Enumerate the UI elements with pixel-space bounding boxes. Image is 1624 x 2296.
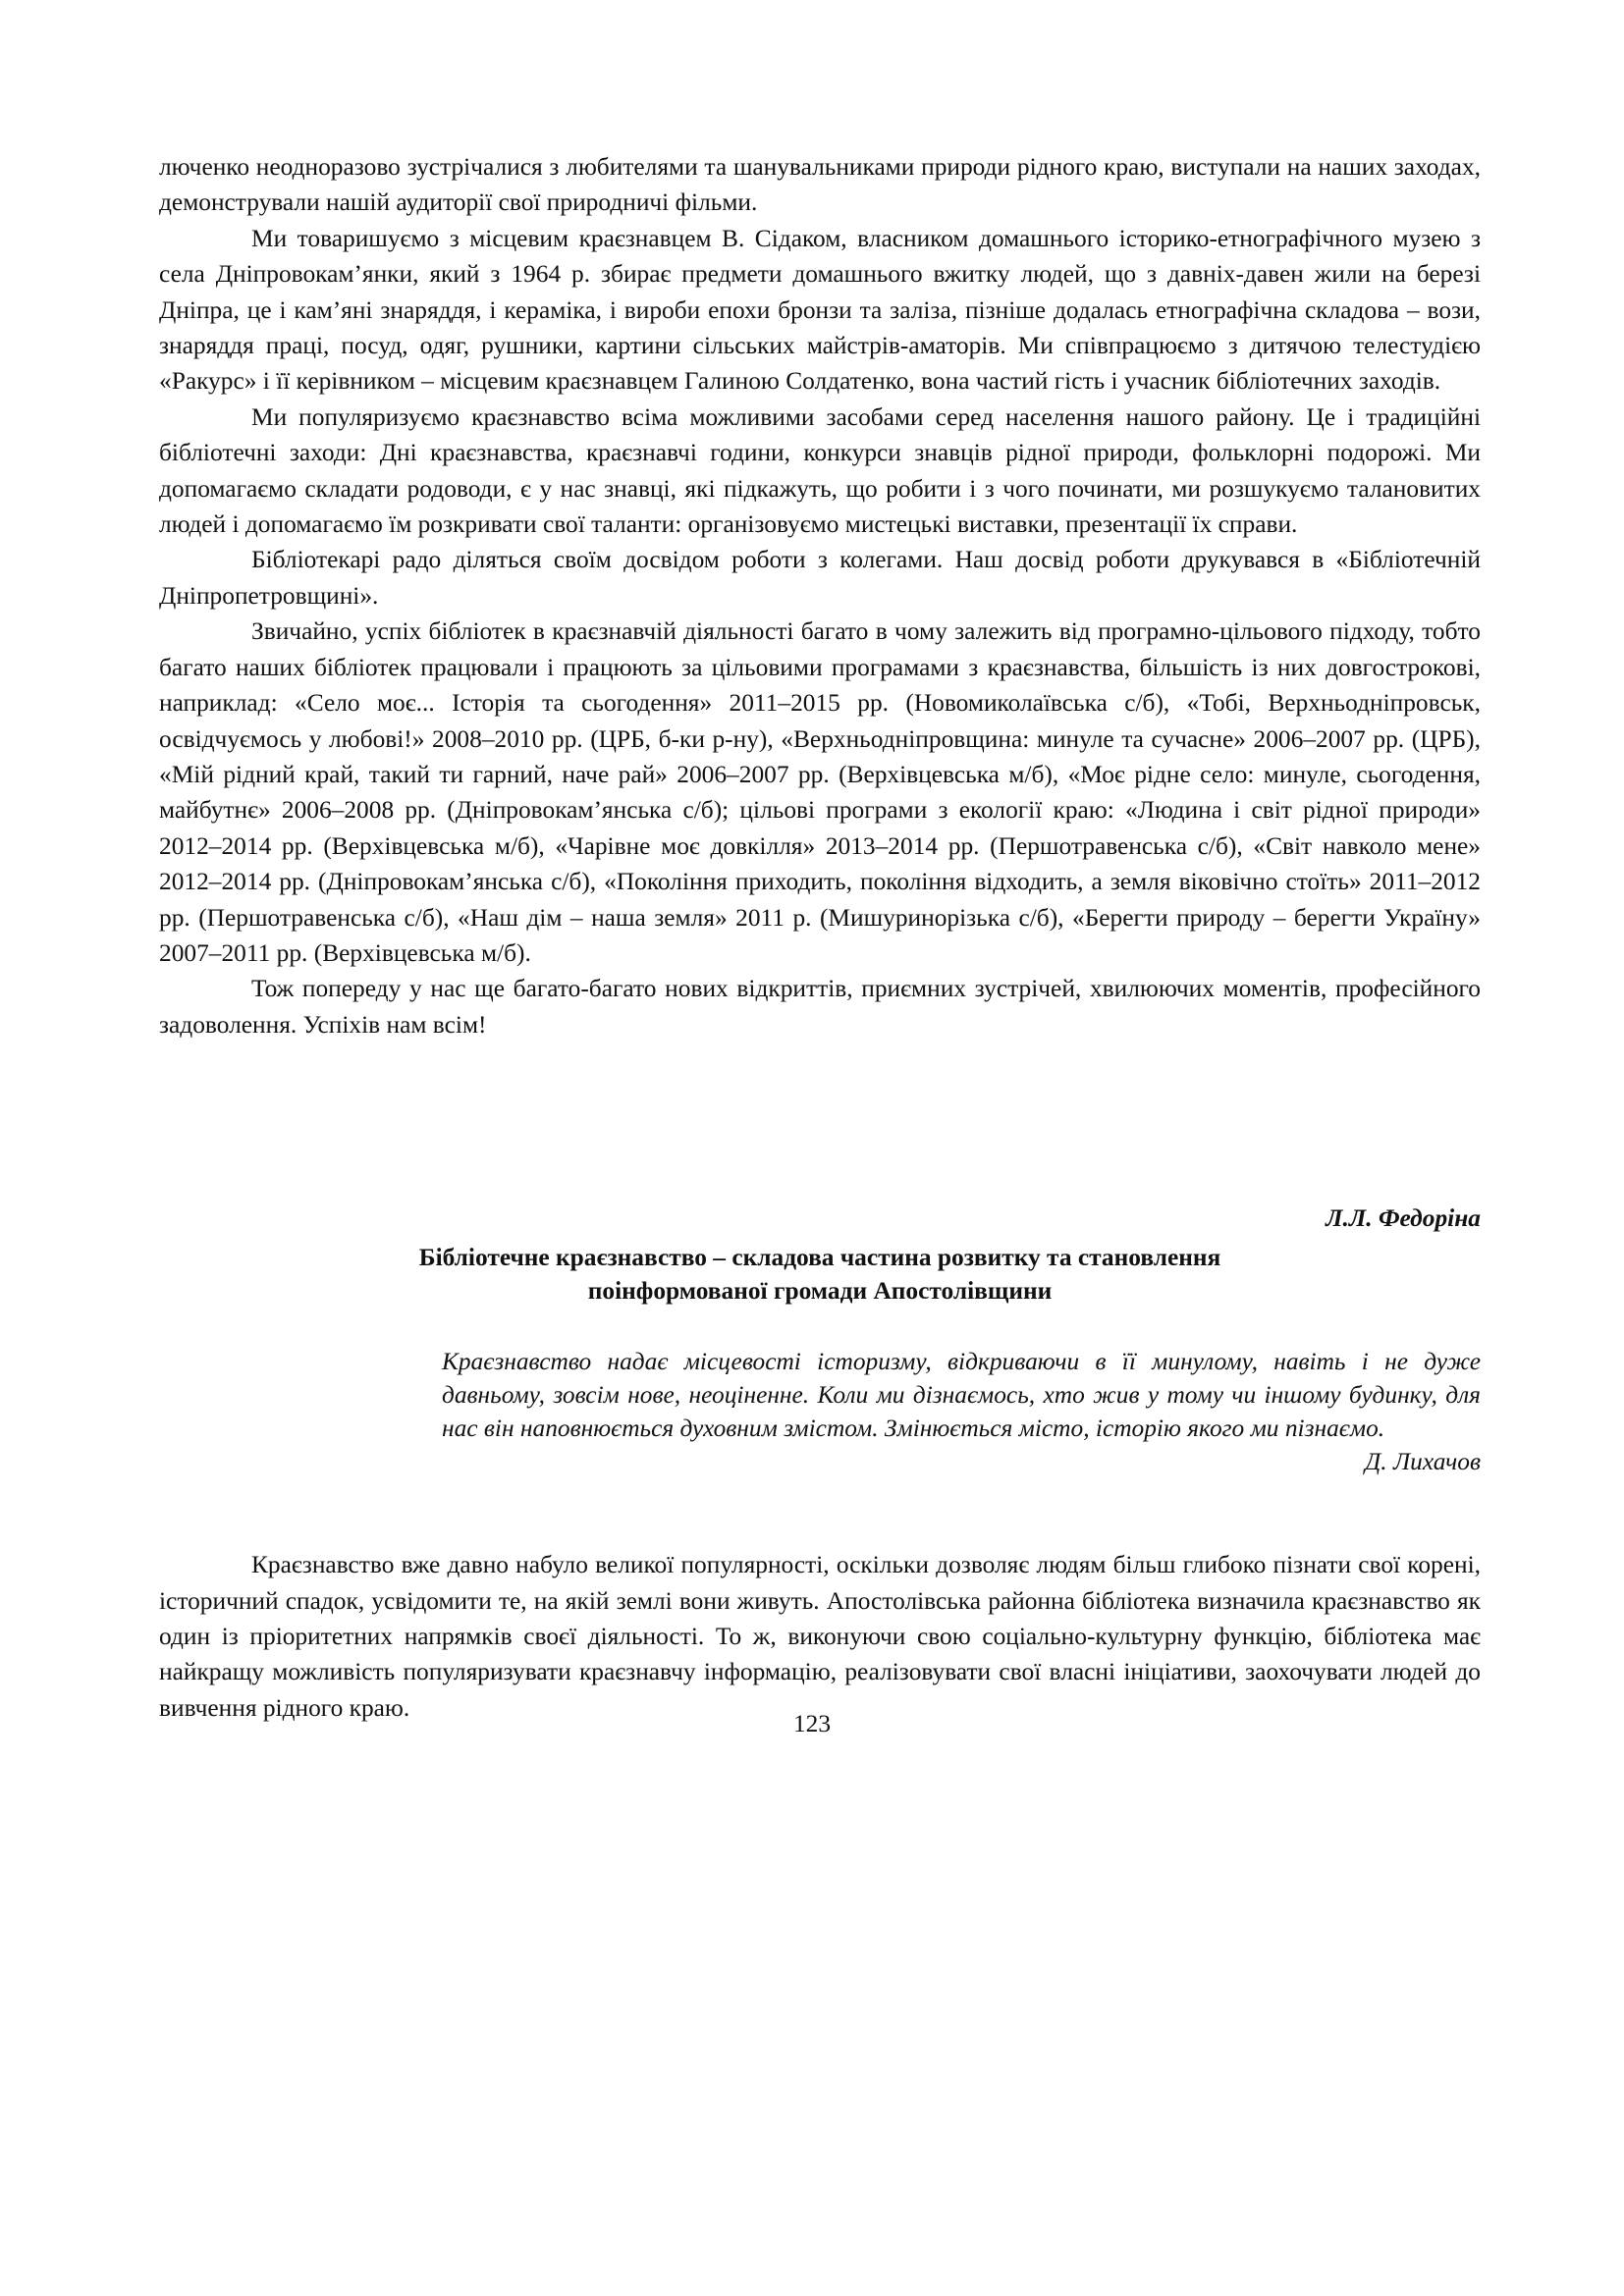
body-paragraph-1: люченко неодноразово зустрічалися з любителями та шанувальниками природи рідного краю, виступали на наших заходах, демонстрували нашій аудиторії свої природничі фільми. — [159, 153, 1481, 217]
body-paragraph-2: Ми товаришуємо з місцевим краєзнавцем В. Сідаком, власником домашнього історико-етнографічного музею з села Дніпровокам’янки, який з 1964 р. збирає предмети домашнього вжитку людей, що з давніх-давен жили на березі Дніпра, це і кам’яні знаряддя, і кераміка, і вироби епохи бронзи та заліза, пізніше додалась етнографічна складова – вози, знаряддя праці, посуд, одяг, рушники, картини сільських майстрів-аматорів. Ми співпрацюємо з дитячою телестудією «Ракурс» і її керівником – місцевим краєзнавцем Галиною Солдатенко, вона частий гість і учасник бібліотечних заходів. — [159, 224, 1481, 396]
epigraph-author: Д. Лихачов — [1365, 1448, 1481, 1476]
page-number: 123 — [792, 1710, 832, 1737]
article-header — [159, 1201, 1481, 1308]
epigraph-text: Краєзнавство надає місцевості історизму, відкриваючи в її минулому, навіть і не дуже давньому, зовсім нове, неоціненне. Коли ми дізнаємось, хто жив у тому чи іншому будинку, для нас він наповнюється духовним змістом. Змінюється місто, історію якого ми пізнаємо. — [442, 1348, 1481, 1443]
body-paragraph-3: Ми популяризуємо краєзнавство всіма можливими засобами серед населення нашого району. Це і традиційні бібліотечні заходи: Дні краєзнавства, краєзнавчі години, конкурси знавців рідної природи, фольклорні подорожі. Ми допомагаємо складати родоводи, є у нас знавці, які підкажуть, що робити і з чого починати, ми розшукуємо талановитих людей і допомагаємо їм розкривати свої таланти: організовуємо мистецькі виставки, презентації їх справи. — [159, 402, 1481, 539]
article-author: Л.Л. Федоріна — [1326, 1204, 1481, 1233]
body-paragraph-4: Бібліотекарі радо діляться своїм досвідом роботи з колегами. Наш досвід роботи друкувався в «Бібліотечній Дніпропетровщині». — [159, 546, 1481, 610]
article-title-line-2: поінформованої громади Апостолівщини — [587, 1277, 1053, 1306]
epigraph-block — [159, 1345, 1481, 1478]
body-paragraph-6: Тож попереду у нас ще багато-багато нових відкриттів, приємних зустрічей, хвилюючих моментів, професійного задоволення. Успіхів нам всім! — [159, 975, 1481, 1039]
page-content — [159, 149, 1481, 1726]
article-title — [159, 1241, 1481, 1308]
article-title-line-1: Бібліотечне краєзнавство – складова частина розвитку та становлення — [418, 1244, 1221, 1272]
body-paragraph-5: Звичайно, успіх бібліотек в краєзнавчій діяльності багато в чому залежить від програмно-цільового підходу, тобто багато наших бібліотек працювали і працюють за цільовими програмами з краєзнавства, більшість із них довгострокові, наприклад: «Село моє... Історія та сьогодення» 2011–2015 рр. (Новомиколаївська с/б), «Тобі, Верхньодніпровськ, освідчуємось у любові!» 2008–2010 рр. (ЦРБ, б-ки р-ну), «Верхньодніпровщина: минуле та сучасне» 2006–2007 рр. (ЦРБ), «Мій рідний край, такий ти гарний, наче рай» 2006–2007 рр. (Верхівцевська м/б), «Моє рідне село: минуле, сьогодення, майбутнє» 2006–2008 рр. (Дніпровокам’янська с/б); цільові програми з екології краю: «Людина і світ рідної природи» 2012–2014 рр. (Верхівцевська м/б), «Чарівне моє довкілля» 2013–2014 рр. (Першотравенська с/б), «Світ навколо мене» 2012–2014 рр. (Дніпровокам’янська с/б), «Покоління приходить, покоління відходить, а земля віковічно стоїть» 2011–2012 рр. (Першотравенська с/б), «Наш дім – наша земля» 2011 р. (Мишуринорізька с/б), «Берегти природу – берегти Україну» 2007–2011 рр. (Верхівцевська м/б). — [159, 617, 1481, 967]
article-paragraph-1: Краєзнавство вже давно набуло великої популярності, оскільки дозволяє людям більш глибоко пізнати свої корені, історичний спадок, усвідомити те, на якій землі вони живуть. Апостолівська районна бібліотека визначила краєзнавство як один із пріоритетних напрямків своєї діяльності. То ж, виконуючи свою соціально-культурну функцію, бібліотека має найкращу можливість популяризувати краєзнавчу інформацію, реалізовувати свої власні ініціативи, заохочувати людей до вивчення рідного краю. — [159, 1551, 1481, 1722]
